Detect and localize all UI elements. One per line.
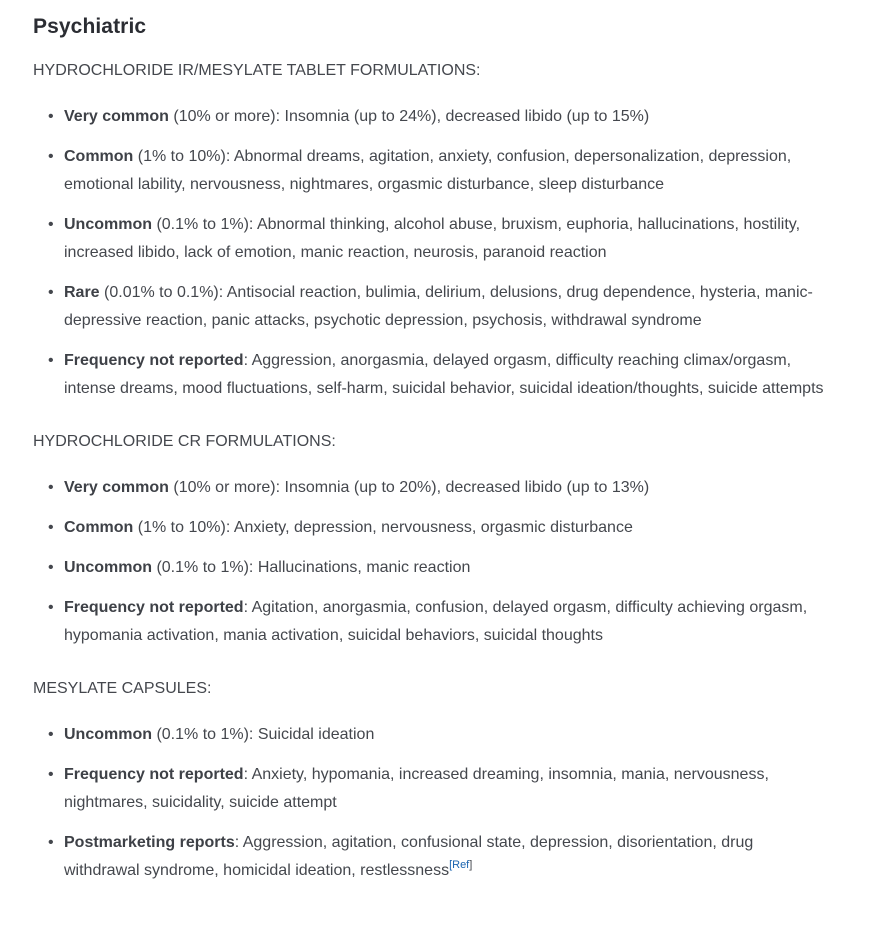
- effects-text: : Anxiety, hypomania, increased dreaming, insomnia, mania, nervousness, nightmares, suicidality, suicide attempt: [64, 766, 769, 811]
- effects-text: (0.1% to 1%): Suicidal ideation: [152, 726, 375, 743]
- frequency-label: Very common: [64, 479, 169, 496]
- effects-text: (10% or more): Insomnia (up to 20%), decreased libido (up to 13%): [168, 479, 650, 496]
- list-item: [33, 829, 830, 885]
- effects-text: : Aggression, anorgasmia, delayed orgasm, difficulty reaching climax/orgasm, intense dreams, mood fluctuations, self-harm, suicidal behavior, suicidal ideation/thoughts, suicide attempts: [64, 352, 824, 397]
- frequency-label: Rare: [64, 284, 100, 301]
- list-item: [33, 279, 830, 335]
- list-item: [33, 594, 830, 650]
- section-hcl-cr: [33, 428, 835, 650]
- frequency-label: Uncommon: [64, 726, 152, 743]
- list-item: [33, 514, 830, 542]
- section-title: HYDROCHLORIDE IR/MESYLATE TABLET FORMULATIONS:: [33, 62, 481, 79]
- page-title: Psychiatric: [33, 15, 147, 38]
- frequency-label: Uncommon: [64, 216, 152, 233]
- frequency-label: Frequency not reported: [64, 766, 244, 783]
- ref-bracket-close: ]: [469, 858, 473, 871]
- list-item: [33, 211, 830, 267]
- list-item: [33, 474, 830, 502]
- ref-bracket-open: [: [449, 858, 453, 871]
- frequency-label: Frequency not reported: [64, 352, 244, 369]
- section-title: HYDROCHLORIDE CR FORMULATIONS:: [33, 433, 336, 450]
- effects-text: (1% to 10%): Abnormal dreams, agitation, anxiety, confusion, depersonalization, depression, emotional lability, nervousness, nightmares, orgasmic disturbance, sleep disturbance: [64, 148, 792, 193]
- list-item: [33, 143, 830, 199]
- effects-text: (0.1% to 1%): Abnormal thinking, alcohol abuse, bruxism, euphoria, hallucinations, hostility, increased libido, lack of emotion, manic reaction, neurosis, paranoid reaction: [64, 216, 801, 261]
- ref-link[interactable]: Ref: [452, 858, 470, 871]
- effects-text: (1% to 10%): Anxiety, depression, nervousness, orgasmic disturbance: [133, 519, 633, 536]
- effects-text: (10% or more): Insomnia (up to 24%), decreased libido (up to 15%): [168, 108, 650, 125]
- frequency-label: Postmarketing reports: [64, 834, 235, 851]
- frequency-label: Very common: [64, 108, 169, 125]
- section-title: MESYLATE CAPSULES:: [33, 680, 212, 697]
- effects-text: (0.01% to 0.1%): Antisocial reaction, bulimia, delirium, delusions, drug dependence, hysteria, manic-depressive reaction, panic attacks, psychotic depression, psychosis, withdrawal syndrome: [64, 284, 813, 329]
- effects-text: (0.1% to 1%): Hallucinations, manic reaction: [152, 559, 471, 576]
- list-item: [33, 761, 830, 817]
- frequency-label: Common: [64, 148, 134, 165]
- effects-list: [33, 721, 830, 885]
- ref-superscript: [449, 859, 472, 871]
- list-item: [33, 347, 830, 403]
- effects-list: [33, 103, 830, 403]
- frequency-label: Frequency not reported: [64, 599, 244, 616]
- list-item: [33, 554, 830, 582]
- section-mesylate-capsules: [33, 675, 835, 885]
- frequency-label: Common: [64, 519, 134, 536]
- effects-text: : Agitation, anorgasmia, confusion, delayed orgasm, difficulty achieving orgasm, hypomania activation, mania activation, suicidal behaviors, suicidal thoughts: [64, 599, 808, 644]
- list-item: [33, 721, 830, 749]
- frequency-label: Uncommon: [64, 559, 152, 576]
- list-item: [33, 103, 830, 131]
- effects-text: : Aggression, agitation, confusional state, depression, disorientation, drug withdrawal syndrome, homicidal ideation, restlessness: [64, 834, 754, 879]
- section-hcl-ir-mesylate-tablet: [33, 57, 835, 403]
- effects-list: [33, 474, 830, 650]
